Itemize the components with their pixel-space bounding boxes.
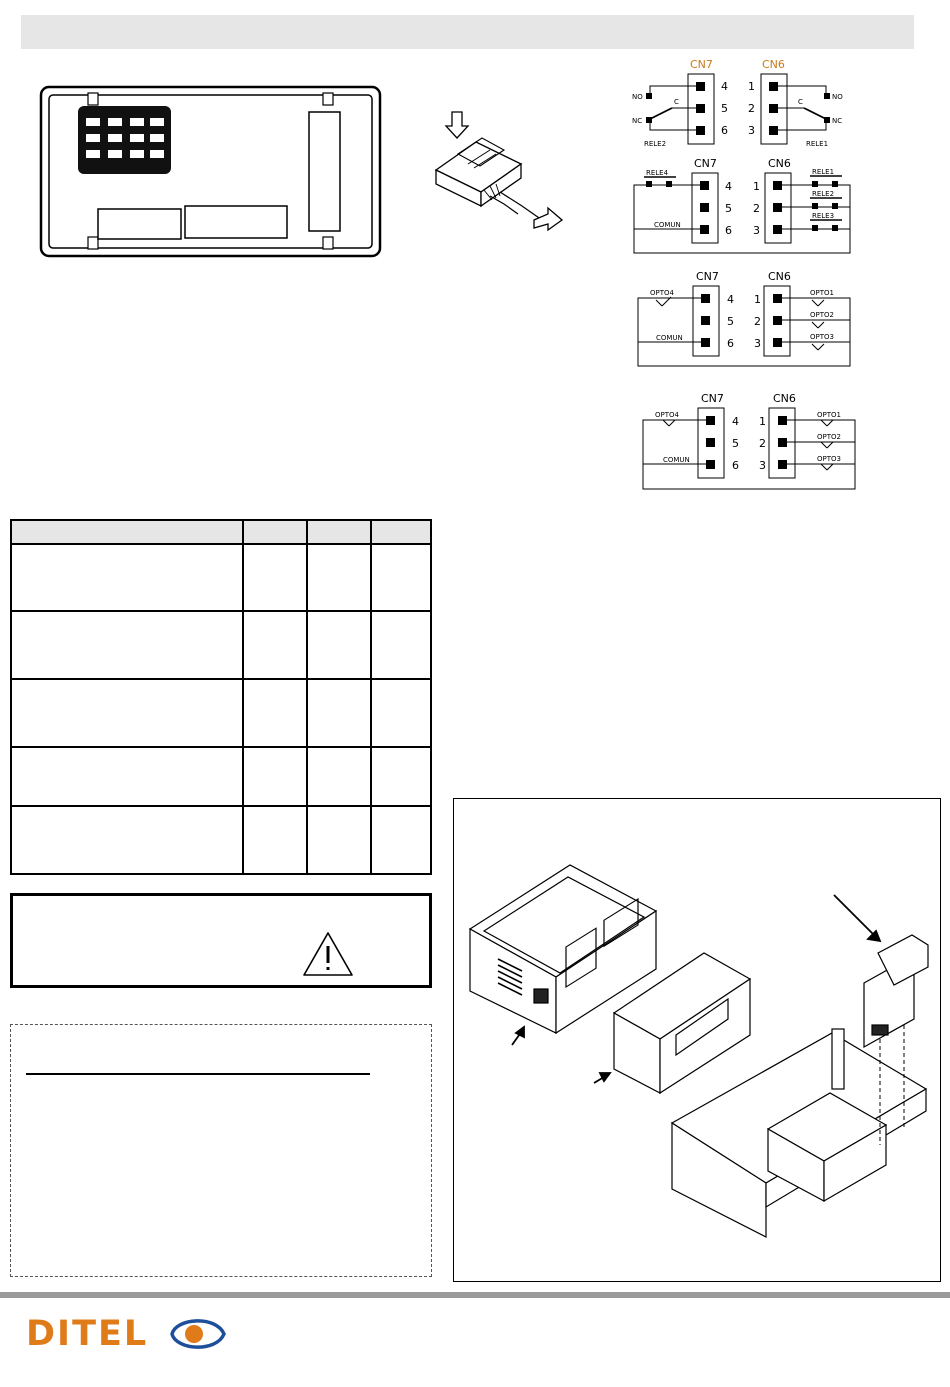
relay-label: RELE4: [646, 169, 669, 177]
opto-label: OPTO3: [817, 455, 841, 463]
table-cell: [371, 679, 431, 747]
table-cell: [307, 611, 371, 679]
pin-label: 4: [721, 80, 728, 93]
table-header-cell: [307, 520, 371, 544]
table-row: [11, 806, 431, 874]
pin-label: 6: [732, 459, 739, 472]
table-cell: [307, 544, 371, 611]
opto-label: OPTO3: [810, 333, 834, 341]
warning-box: [10, 893, 432, 988]
comun-label: COMUN: [656, 334, 683, 342]
note-divider: [26, 1073, 370, 1075]
table-cell: [11, 544, 243, 611]
table-cell: [11, 747, 243, 806]
pin-label: 4: [732, 415, 739, 428]
pin-label: 4: [727, 293, 734, 306]
table-cell: [11, 611, 243, 679]
pin-label: 2: [754, 315, 761, 328]
option-board: [864, 935, 928, 1047]
table-cell: [371, 806, 431, 874]
pin-label: 1: [748, 80, 755, 93]
pin-label: 2: [748, 102, 755, 115]
comun-label: COMUN: [663, 456, 690, 464]
footer-divider: [0, 1292, 950, 1298]
pin-label: 3: [754, 337, 761, 350]
cn7-label: CN7: [690, 58, 713, 71]
table-header-row: [11, 520, 431, 544]
table-cell: [371, 544, 431, 611]
cn6-label: CN6: [768, 157, 791, 170]
opto-label: OPTO4: [655, 411, 679, 419]
table-cell: [11, 679, 243, 747]
opto-label: OPTO2: [810, 311, 834, 319]
ditel-logo-icon: [164, 1313, 228, 1355]
cn7-label: CN7: [696, 270, 719, 283]
pin-label: 5: [721, 102, 728, 115]
table-cell: [307, 806, 371, 874]
table-row: [11, 747, 431, 806]
table-cell: [371, 611, 431, 679]
pin-label: 3: [748, 124, 755, 137]
opto-label: OPTO1: [817, 411, 841, 419]
table-row: [11, 611, 431, 679]
opto-label: OPTO1: [810, 289, 834, 297]
table-cell: [243, 611, 307, 679]
opto-pnp-connector-diagram: [641, 389, 859, 493]
pin-label: 6: [725, 224, 732, 237]
relay-label: RELE2: [812, 190, 835, 198]
relay-label: RELE1: [812, 168, 835, 176]
table-cell: [243, 806, 307, 874]
relay-label: RELE1: [806, 140, 829, 148]
pin-label: 1: [754, 293, 761, 306]
table-header-cell: [243, 520, 307, 544]
exploded-assembly-drawing: [454, 799, 940, 1281]
table-cell: [11, 806, 243, 874]
page-header-bar: [21, 15, 914, 49]
spec-table: [10, 519, 432, 875]
cn6-label: CN6: [773, 392, 796, 405]
instrument-rear-panel-drawing: [38, 84, 384, 260]
pin-label: 2: [759, 437, 766, 450]
warning-triangle-icon: [301, 930, 355, 978]
table-row: [11, 679, 431, 747]
ditel-logo: [26, 1313, 148, 1355]
relay-4-connector-diagram: [632, 155, 854, 257]
table-row: [11, 544, 431, 611]
cn6-label: CN6: [768, 270, 791, 283]
table-cell: [243, 747, 307, 806]
pin-label: 5: [725, 202, 732, 215]
cn7-label: CN7: [694, 157, 717, 170]
pin-label: 3: [759, 459, 766, 472]
no-label: NO: [632, 93, 643, 101]
nc-label: NC: [832, 117, 843, 125]
pin-label: 4: [725, 180, 732, 193]
no-label: NO: [832, 93, 843, 101]
table-header-cell: [11, 520, 243, 544]
pin-label: 1: [753, 180, 760, 193]
table-cell: [371, 747, 431, 806]
comun-label: COMUN: [654, 221, 681, 229]
pin-label: 2: [753, 202, 760, 215]
relay-2-connector-diagram: [628, 55, 850, 151]
nc-label: NC: [632, 117, 643, 125]
pin-label: 5: [732, 437, 739, 450]
table-cell: [307, 679, 371, 747]
table-cell: [243, 679, 307, 747]
table-cell: [243, 544, 307, 611]
pin-label: 6: [727, 337, 734, 350]
assembly-drawing-frame: [453, 798, 941, 1282]
c-label: C: [798, 98, 803, 106]
brand-name: DITEL: [26, 1314, 149, 1354]
opto-npn-connector-diagram: [636, 267, 854, 369]
pin-label: 3: [753, 224, 760, 237]
cn7-label: CN7: [701, 392, 724, 405]
relay-label: RELE2: [644, 140, 667, 148]
opto-label: OPTO4: [650, 289, 674, 297]
pin-label: 5: [727, 315, 734, 328]
opto-label: OPTO2: [817, 433, 841, 441]
table-cell: [307, 747, 371, 806]
relay-label: RELE3: [812, 212, 835, 220]
pin-label: 6: [721, 124, 728, 137]
pin-label: 1: [759, 415, 766, 428]
table-header-cell: [371, 520, 431, 544]
connector-insertion-drawing: [430, 108, 570, 238]
c-label: C: [674, 98, 679, 106]
cn6-label: CN6: [762, 58, 785, 71]
note-box: [10, 1024, 432, 1277]
